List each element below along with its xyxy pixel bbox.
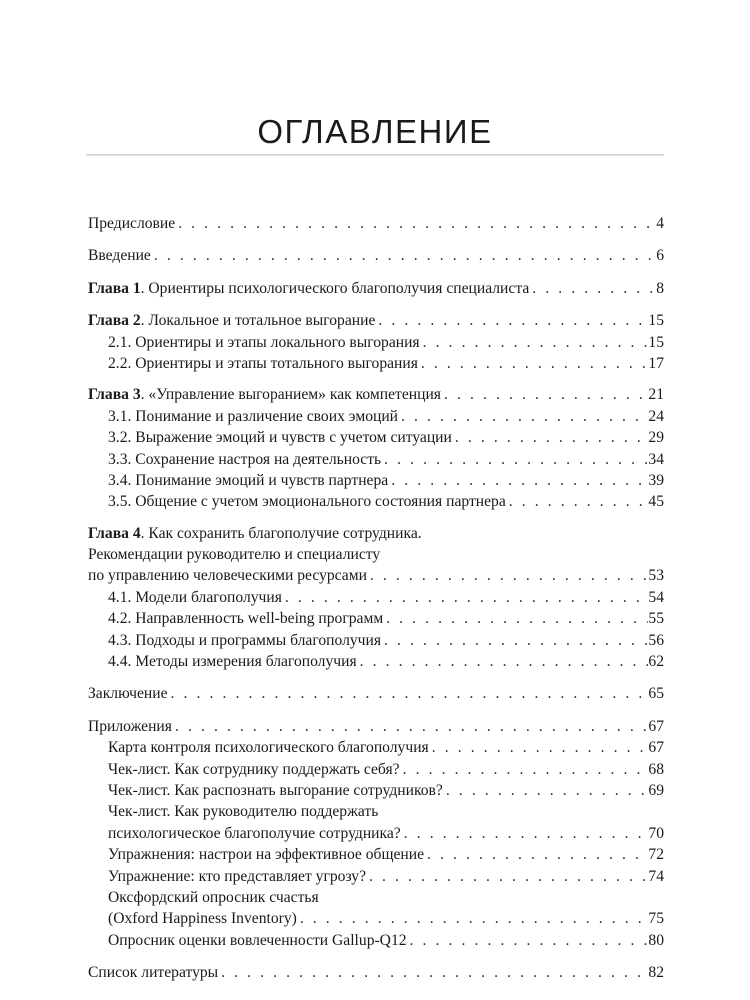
chapter-prefix: Глава 2 [88,312,141,330]
toc-label: Заключение [88,685,168,703]
toc-entry-chapter-3 [88,384,664,512]
toc-subentry [88,844,664,865]
toc-subentry [88,801,664,822]
toc-page-number: 67 [648,717,664,735]
dot-leader [172,716,648,737]
toc-page-number: 74 [648,867,664,885]
toc-page-number: 75 [648,910,664,928]
toc-label: 3.1. Понимание и различение своих эмоций [108,407,399,425]
toc-label: Список литературы [88,964,219,982]
chapter-prefix: Глава 3 [88,386,141,404]
toc-entry-chapter-1 [88,278,664,299]
dot-leader [407,930,649,951]
toc-entry-appendices [88,716,664,951]
dot-leader [357,651,649,672]
dot-leader [401,823,649,844]
toc-page-number: 8 [656,279,664,297]
toc-subentry [88,470,664,491]
table-of-contents [88,213,664,995]
dot-leader [506,491,649,512]
dot-leader [151,245,656,266]
toc-page-number: 67 [648,739,664,757]
toc-label: . Локальное и тотальное выгорание [140,312,376,330]
toc-label: Приложения [88,717,172,735]
toc-subentry [88,332,664,353]
toc-page-number: 34 [648,450,664,468]
toc-label: 4.1. Модели благополучия [108,588,282,606]
toc-page-number: 4 [656,215,664,232]
toc-page-number: 45 [648,493,664,511]
dot-leader [366,866,648,887]
dot-leader [429,737,649,758]
toc-page-number: 68 [648,760,664,778]
toc-entry-preface [88,213,664,234]
chapter-prefix: Глава 4 [88,524,141,542]
chapter-prefix: Глава 1 [88,279,141,297]
toc-entry-chapter-4 [88,523,664,673]
toc-page-number: 29 [648,429,664,447]
toc-label: 3.3. Сохранение настроя на деятельность [108,450,382,468]
dot-leader [441,384,648,405]
dot-leader [367,565,648,586]
dot-leader [375,310,648,331]
dot-leader [529,278,656,299]
dot-leader [443,780,649,801]
toc-label: 3.2. Выражение эмоций и чувств с учетом ситуации [108,429,452,447]
dot-leader [424,844,648,865]
toc-label: 2.2. Ориентиры и этапы тотального выгорания [108,354,418,372]
toc-label: Чек-лист. Как распознать выгорание сотрудников? [108,781,443,799]
toc-entry-chapter-2 [88,310,664,374]
toc-page-number: 56 [648,631,664,649]
toc-label: Чек-лист. Как руководителю поддержать [108,803,379,821]
toc-subentry [88,353,664,374]
toc-entry-references [88,962,664,983]
dot-leader [418,353,649,374]
toc-page-number: 69 [648,781,664,799]
dot-leader [381,630,648,651]
toc-subentry [88,608,664,629]
toc-label: 2.1. Ориентиры и этапы локального выгорания [108,333,420,351]
toc-page-number: 82 [648,964,664,982]
toc-subentry [88,866,664,887]
dot-leader [452,427,649,448]
toc-label: 4.3. Подходы и программы благополучия [108,631,382,649]
dot-leader [398,406,648,427]
toc-label: Оксфордский опросник счастья [108,888,319,906]
title-underline [86,154,664,156]
dot-leader [388,470,648,491]
toc-page-number: 72 [648,846,664,864]
toc-page-number: 21 [648,386,664,404]
page-title: ОГЛАВЛЕНИЕ [257,113,493,150]
toc-subentry [88,449,664,470]
toc-subentry [88,887,664,908]
toc-label: Введение [88,247,151,265]
toc-page-number: 53 [648,567,664,585]
toc-page-number: 15 [648,333,664,351]
toc-label: Упражнение: кто представляет угрозу? [108,867,367,885]
toc-subentry [88,651,664,672]
toc-subentry [88,587,664,608]
toc-label: . Ориентиры психологического благополучия специалиста [140,279,530,297]
toc-label: 4.4. Методы измерения благополучия [108,653,357,671]
toc-label: по управлению человеческими ресурсами [88,567,367,585]
toc-subentry [88,427,664,448]
toc-subentry [88,491,664,512]
toc-entry-intro [88,245,664,266]
toc-subentry [88,737,664,758]
toc-label: Опросник оценки вовлеченности Gallup-Q12 [108,931,407,949]
toc-subentry [88,780,664,801]
toc-page-number: 55 [648,610,664,628]
toc-subentry-continued [88,823,664,844]
dot-leader [297,908,649,929]
toc-subentry [88,630,664,651]
toc-subentry-continued [88,908,664,929]
toc-label: Чек-лист. Как сотруднику поддержать себя? [108,760,400,778]
toc-label: Рекомендации руководителю и специалисту [88,546,381,564]
toc-subentry [88,406,664,427]
dot-leader [282,587,648,608]
dot-leader [400,759,649,780]
toc-label: 4.2. Направленность well-being программ [108,610,384,628]
toc-page-number: 15 [648,312,664,330]
toc-page-number: 54 [648,588,664,606]
toc-page-number: 62 [648,653,664,671]
toc-page-number: 24 [648,407,664,425]
toc-entry-conclusion [88,683,664,704]
toc-label: Карта контроля психологического благополучия [108,739,429,757]
toc-label: 3.4. Понимание эмоций и чувств партнера [108,471,389,489]
dot-leader [218,962,648,983]
dot-leader [420,332,649,353]
toc-subentry [88,930,664,951]
toc-page-number: 70 [648,824,664,842]
toc-label: Предисловие [88,215,176,232]
dot-leader [383,608,648,629]
toc-page-number: 6 [656,247,664,265]
toc-page-number: 65 [648,685,664,703]
toc-page-number: 80 [648,931,664,949]
dot-leader [175,213,656,234]
toc-label: 3.5. Общение с учетом эмоционального состояния партнера [108,493,506,511]
toc-label: . Как сохранить благополучие сотрудника. [140,524,422,542]
toc-label: (Oxford Happiness Inventory) [108,910,297,928]
toc-page-number: 39 [648,471,664,489]
toc-label: психологическое благополучие сотрудника? [108,824,401,842]
toc-subentry [88,759,664,780]
toc-page-number: 17 [648,354,664,372]
toc-label: Упражнения: настрои на эффективное общение [108,846,425,864]
dot-leader [381,449,648,470]
toc-label: . «Управление выгоранием» как компетенция [140,386,441,404]
dot-leader [168,683,649,704]
